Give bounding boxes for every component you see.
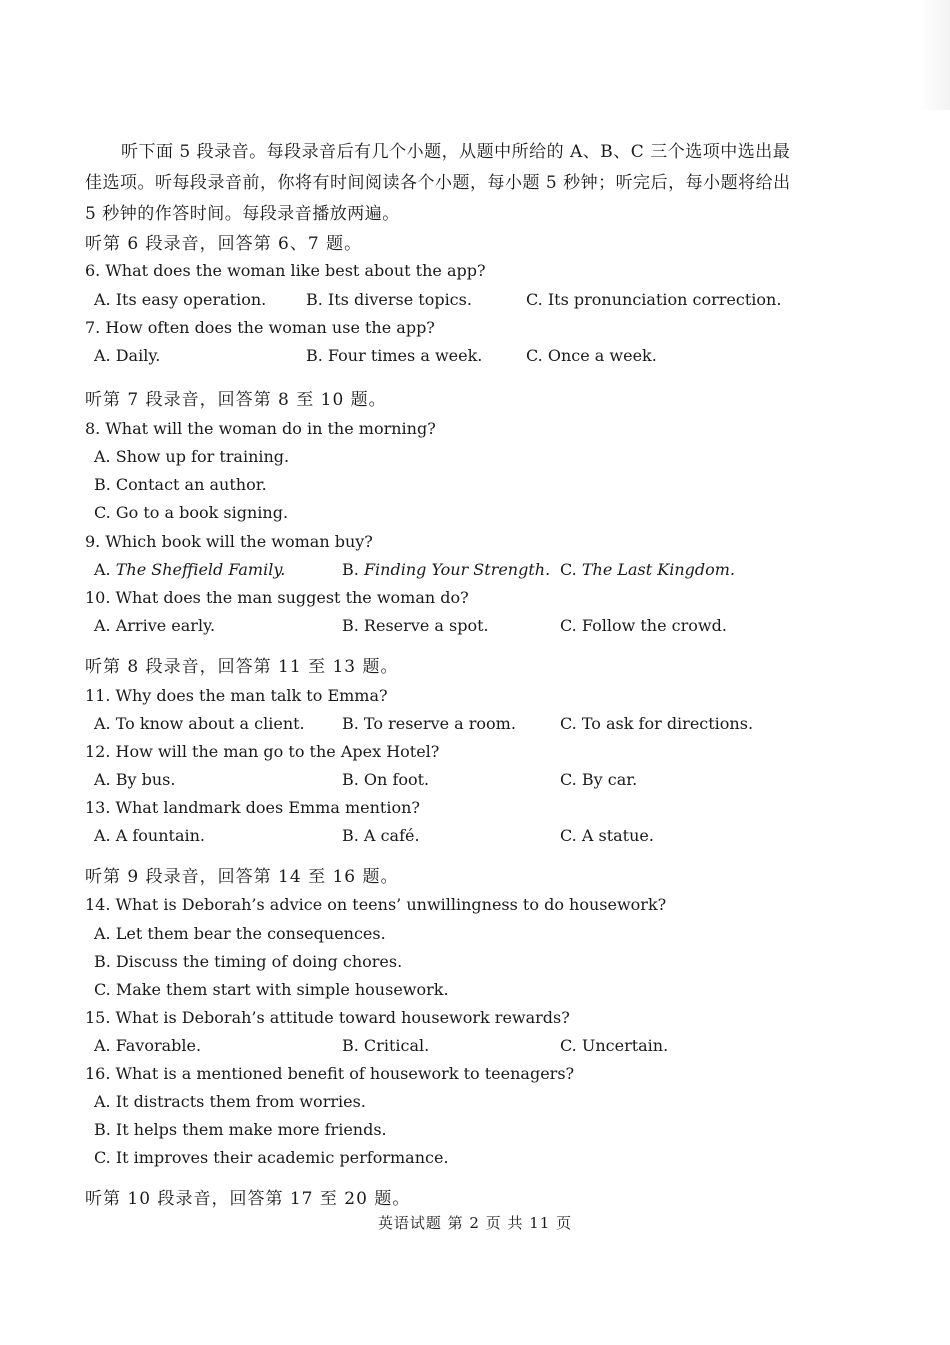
scan-edge-shadow: [920, 0, 950, 110]
option-11c: C. To ask for directions.: [560, 714, 754, 733]
option-letter: A.: [94, 560, 116, 579]
question-14: 14. What is Deborah’s advice on teens’ unwillingness to do housework?: [85, 895, 667, 914]
question-12: 12. How will the man go to the Apex Hotel?: [85, 742, 440, 761]
option-7b: B. Four times a week.: [306, 346, 483, 365]
option-6a: A. Its easy operation.: [94, 290, 267, 309]
option-7c: C. Once a week.: [526, 346, 657, 365]
option-11b: B. To reserve a room.: [342, 714, 516, 733]
option-15b: B. Critical.: [342, 1036, 430, 1055]
section-heading: 听第 9 段录音，回答第 14 至 16 题。: [85, 867, 399, 887]
section-heading: 听第 10 段录音，回答第 17 至 20 题。: [85, 1189, 411, 1209]
book-title: The Sheffield Family.: [115, 560, 286, 579]
question-7: 7. How often does the woman use the app?: [85, 318, 435, 337]
option-16c: C. It improves their academic performance.: [94, 1148, 449, 1167]
option-9b: [342, 559, 550, 581]
question-8: 8. What will the woman do in the morning?: [85, 419, 436, 438]
option-letter: C.: [560, 560, 582, 579]
option-13a: A. A fountain.: [94, 826, 206, 845]
question-13: 13. What landmark does Emma mention?: [85, 798, 420, 817]
book-title: Finding Your Strength.: [363, 560, 551, 579]
option-12a: A. By bus.: [94, 770, 176, 789]
option-13b: B. A café.: [342, 826, 420, 845]
page-footer: 英语试题 第 2 页 共 11 页: [377, 1214, 573, 1232]
option-8b: B. Contact an author.: [94, 475, 267, 494]
option-8a: A. Show up for training.: [94, 447, 290, 466]
option-7a: A. Daily.: [94, 346, 161, 365]
option-12b: B. On foot.: [342, 770, 430, 789]
question-15: 15. What is Deborah’s attitude toward housework rewards?: [85, 1008, 570, 1027]
option-14c: C. Make them start with simple housework.: [94, 980, 449, 999]
option-16b: B. It helps them make more friends.: [94, 1120, 387, 1139]
option-8c: C. Go to a book signing.: [94, 503, 289, 522]
option-11a: A. To know about a client.: [94, 714, 305, 733]
option-6b: B. Its diverse topics.: [306, 290, 472, 309]
option-15a: A. Favorable.: [94, 1036, 202, 1055]
section-heading: 听第 8 段录音，回答第 11 至 13 题。: [85, 657, 399, 677]
question-16: 16. What is a mentioned benefit of housework to teenagers?: [85, 1064, 575, 1083]
option-14a: A. Let them bear the consequences.: [94, 924, 386, 943]
section-heading: 听第 6 段录音，回答第 6、7 题。: [85, 234, 363, 254]
option-6c: C. Its pronunciation correction.: [526, 290, 782, 309]
option-16a: A. It distracts them from worries.: [94, 1092, 366, 1111]
listening-instructions: 听下面 5 段录音。每段录音后有几个小题，从题中所给的 A、B、C 三个选项中选出最佳选项。听每段录音前，你将有时间阅读各个小题，每小题 5 秒钟；听完后，每小题将给出 5 秒钟的作答时间。每段录音播放两遍。: [85, 142, 791, 224]
option-10b: B. Reserve a spot.: [342, 616, 489, 635]
option-14b: B. Discuss the timing of doing chores.: [94, 952, 403, 971]
question-6: 6. What does the woman like best about the app?: [85, 261, 486, 280]
question-9: 9. Which book will the woman buy?: [85, 532, 373, 551]
option-10c: C. Follow the crowd.: [560, 616, 727, 635]
option-13c: C. A statue.: [560, 826, 654, 845]
section-heading: 听第 7 段录音，回答第 8 至 10 题。: [85, 390, 387, 410]
option-letter: B.: [342, 560, 364, 579]
question-10: 10. What does the man suggest the woman do?: [85, 588, 469, 607]
question-11: 11. Why does the man talk to Emma?: [85, 686, 388, 705]
option-9a: [94, 559, 285, 581]
option-15c: C. Uncertain.: [560, 1036, 669, 1055]
option-9c: [560, 559, 735, 581]
option-10a: A. Arrive early.: [94, 616, 216, 635]
option-12c: C. By car.: [560, 770, 638, 789]
book-title: The Last Kingdom.: [581, 560, 736, 579]
